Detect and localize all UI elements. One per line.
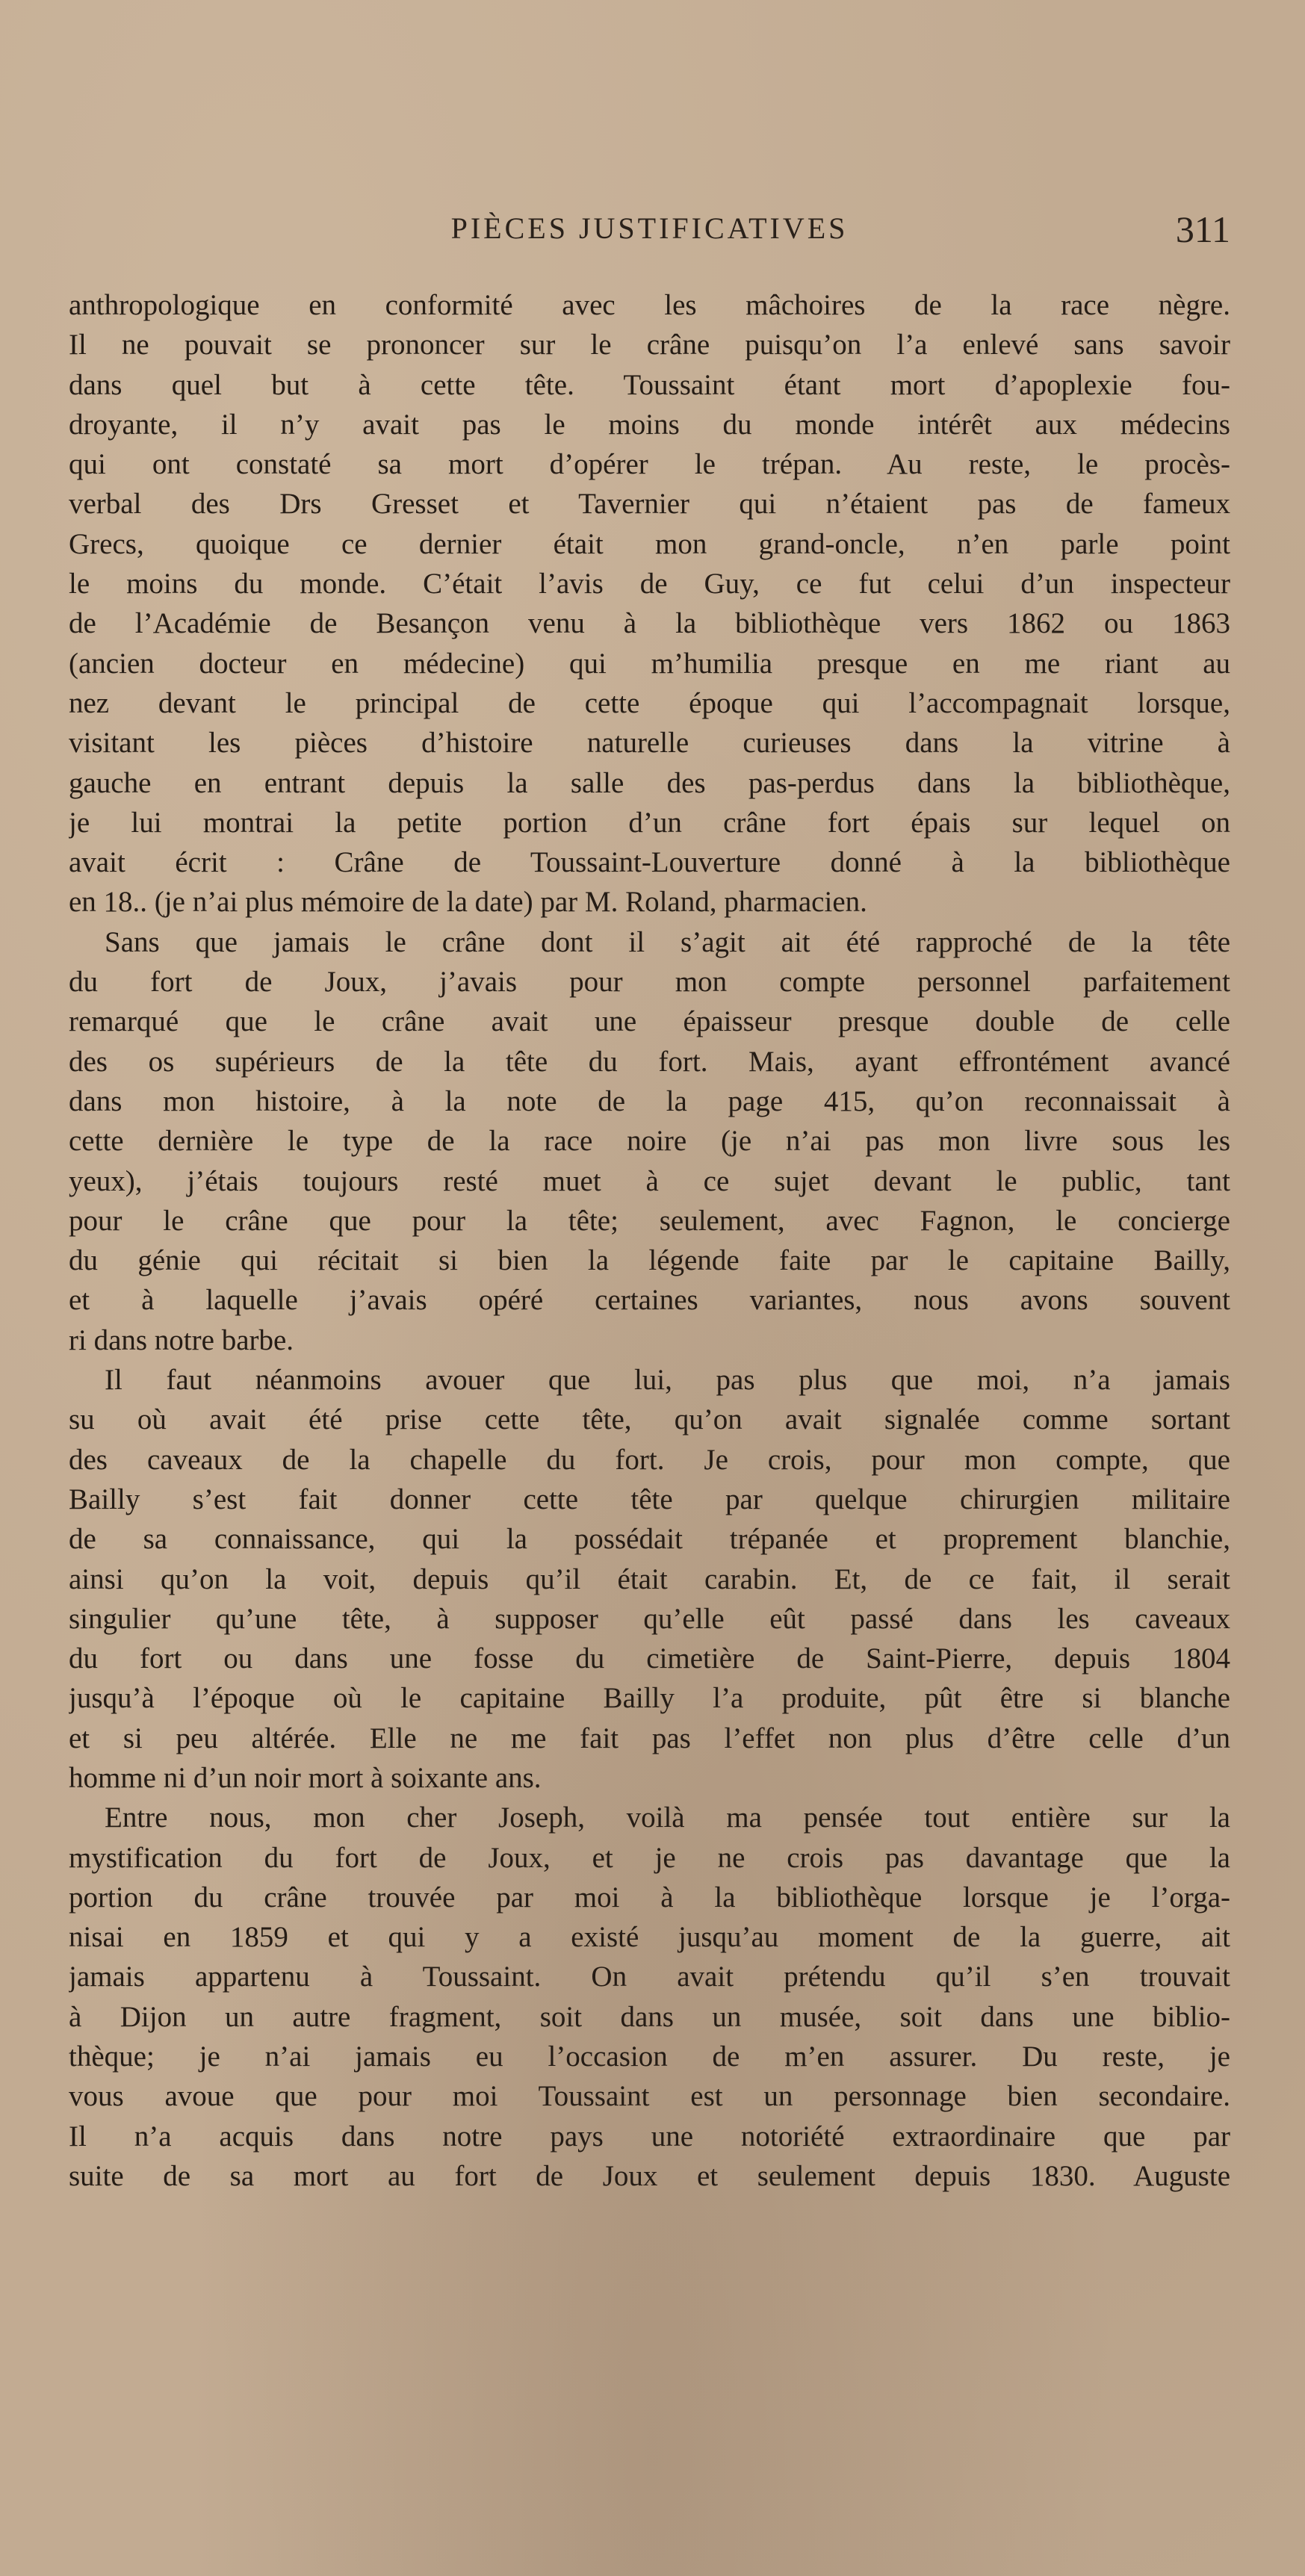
running-title: PIÈCES JUSTIFICATIVES: [450, 211, 849, 245]
text-line: des caveaux de la chapelle du fort. Je crois, pour mon compte, que: [69, 1443, 1230, 1476]
text-line: et à laquelle j’avais opéré certaines variantes, nous avons souvent: [69, 1284, 1230, 1317]
text-line: dans mon histoire, à la note de la page 415, qu’on reconnaissait à: [69, 1084, 1230, 1117]
paragraph-2: [69, 922, 1230, 1360]
text-line: remarqué que le crâne avait une épaisseur presque double de celle: [69, 1005, 1230, 1038]
text-line: je lui montrai la petite portion d’un crâne fort épais sur lequel on: [69, 806, 1230, 839]
text-line: de sa connaissance, qui la possédait trépanée et proprement blanchie,: [69, 1523, 1230, 1556]
text-line: nisai en 1859 et qui y a existé jusqu’au moment de la guerre, ait: [69, 1921, 1230, 1954]
text-line: en 18.. (je n’ai plus mémoire de la date) par M. Roland, pharmacien.: [69, 886, 867, 919]
text-line: su où avait été prise cette tête, qu’on avait signalée comme sortant: [69, 1403, 1230, 1436]
text-line: à Dijon un autre fragment, soit dans un musée, soit dans une biblio-: [69, 2000, 1230, 2033]
paragraph-3: [69, 1360, 1230, 1798]
text-line: verbal des Drs Gresset et Tavernier qui n’étaient pas de fameux: [69, 488, 1230, 521]
text-line: Il faut néanmoins avouer que lui, pas plus que moi, n’a jamais: [105, 1364, 1230, 1397]
text-line: ri dans notre barbe.: [69, 1323, 294, 1356]
text-line: singulier qu’une tête, à supposer qu’elle eût passé dans les caveaux: [69, 1602, 1230, 1635]
text-line: vous avoue que pour moi Toussaint est un personnage bien secondaire.: [69, 2080, 1230, 2113]
text-line: Il ne pouvait se prononcer sur le crâne puisqu’on l’a enlevé sans savoir: [69, 329, 1230, 361]
text-line: dans quel but à cette tête. Toussaint étant mort d’apoplexie fou-: [69, 368, 1230, 401]
text-line: anthropologique en conformité avec les mâchoires de la race nègre.: [69, 289, 1230, 321]
text-line: Il n’a acquis dans notre pays une notoriété extraordinaire que par: [69, 2120, 1230, 2153]
paragraph-1: [69, 285, 1230, 922]
text-body: [69, 285, 1230, 2196]
text-line: du génie qui récitait si bien la légende faite par le capitaine Bailly,: [69, 1244, 1230, 1277]
text-line: Entre nous, mon cher Joseph, voilà ma pensée tout entière sur la: [105, 1801, 1230, 1834]
text-line: visitant les pièces d’histoire naturelle curieuses dans la vitrine à: [69, 727, 1230, 760]
text-line: jusqu’à l’époque où le capitaine Bailly l’a produite, pût être si blanche: [69, 1682, 1230, 1715]
paragraph-4: [69, 1798, 1230, 2196]
text-line: qui ont constaté sa mort d’opérer le trépan. Au reste, le procès-: [69, 448, 1230, 481]
text-line: le moins du monde. C’était l’avis de Guy, ce fut celui d’un inspecteur: [69, 568, 1230, 600]
text-line: homme ni d’un noir mort à soixante ans.: [69, 1761, 542, 1794]
text-line: nez devant le principal de cette époque qui l’accompagnait lorsque,: [69, 686, 1230, 719]
text-line: ainsi qu’on la voit, depuis qu’il était carabin. Et, de ce fait, il serait: [69, 1562, 1230, 1595]
text-line: pour le crâne que pour la tête; seulement, avec Fagnon, le concierge: [69, 1204, 1230, 1237]
text-line: (ancien docteur en médecine) qui m’humilia presque en me riant au: [69, 647, 1230, 680]
text-line: thèque; je n’ai jamais eu l’occasion de m’en assurer. Du reste, je: [69, 2040, 1230, 2073]
text-line: jamais appartenu à Toussaint. On avait prétendu qu’il s’en trouvait: [69, 1961, 1230, 1993]
text-line: Sans que jamais le crâne dont il s’agit ait été rapproché de la tête: [105, 925, 1230, 958]
text-line: Bailly s’est fait donner cette tête par quelque chirurgien militaire: [69, 1483, 1230, 1515]
text-line: avait écrit : Crâne de Toussaint-Louverture donné à la bibliothèque: [69, 846, 1230, 879]
text-line: droyante, il n’y avait pas le moins du monde intérêt aux médecins: [69, 408, 1230, 441]
page-number: 311: [1175, 208, 1230, 250]
text-line: yeux), j’étais toujours resté muet à ce sujet devant le public, tant: [69, 1164, 1230, 1197]
text-line: des os supérieurs de la tête du fort. Mais, ayant effrontément avancé: [69, 1045, 1230, 1078]
text-line: de l’Académie de Besançon venu à la bibliothèque vers 1862 ou 1863: [69, 607, 1230, 640]
text-line: et si peu altérée. Elle ne me fait pas l’effet non plus d’être celle d’un: [69, 1722, 1230, 1754]
text-line: suite de sa mort au fort de Joux et seulement depuis 1830. Auguste: [69, 2159, 1230, 2192]
text-line: du fort de Joux, j’avais pour mon compte personnel parfaitement: [69, 966, 1230, 999]
text-line: mystification du fort de Joux, et je ne crois pas davantage que la: [69, 1841, 1230, 1874]
text-line: Grecs, quoique ce dernier était mon grand-oncle, n’en parle point: [69, 527, 1230, 560]
text-line: portion du crâne trouvée par moi à la bibliothèque lorsque je l’orga-: [69, 1881, 1230, 1914]
text-line: cette dernière le type de la race noire (je n’ai pas mon livre sous les: [69, 1125, 1230, 1158]
running-head: [69, 208, 1230, 255]
text-line: du fort ou dans une fosse du cimetière de Saint-Pierre, depuis 1804: [69, 1642, 1230, 1675]
text-line: gauche en entrant depuis la salle des pas-perdus dans la bibliothèque,: [69, 766, 1230, 799]
